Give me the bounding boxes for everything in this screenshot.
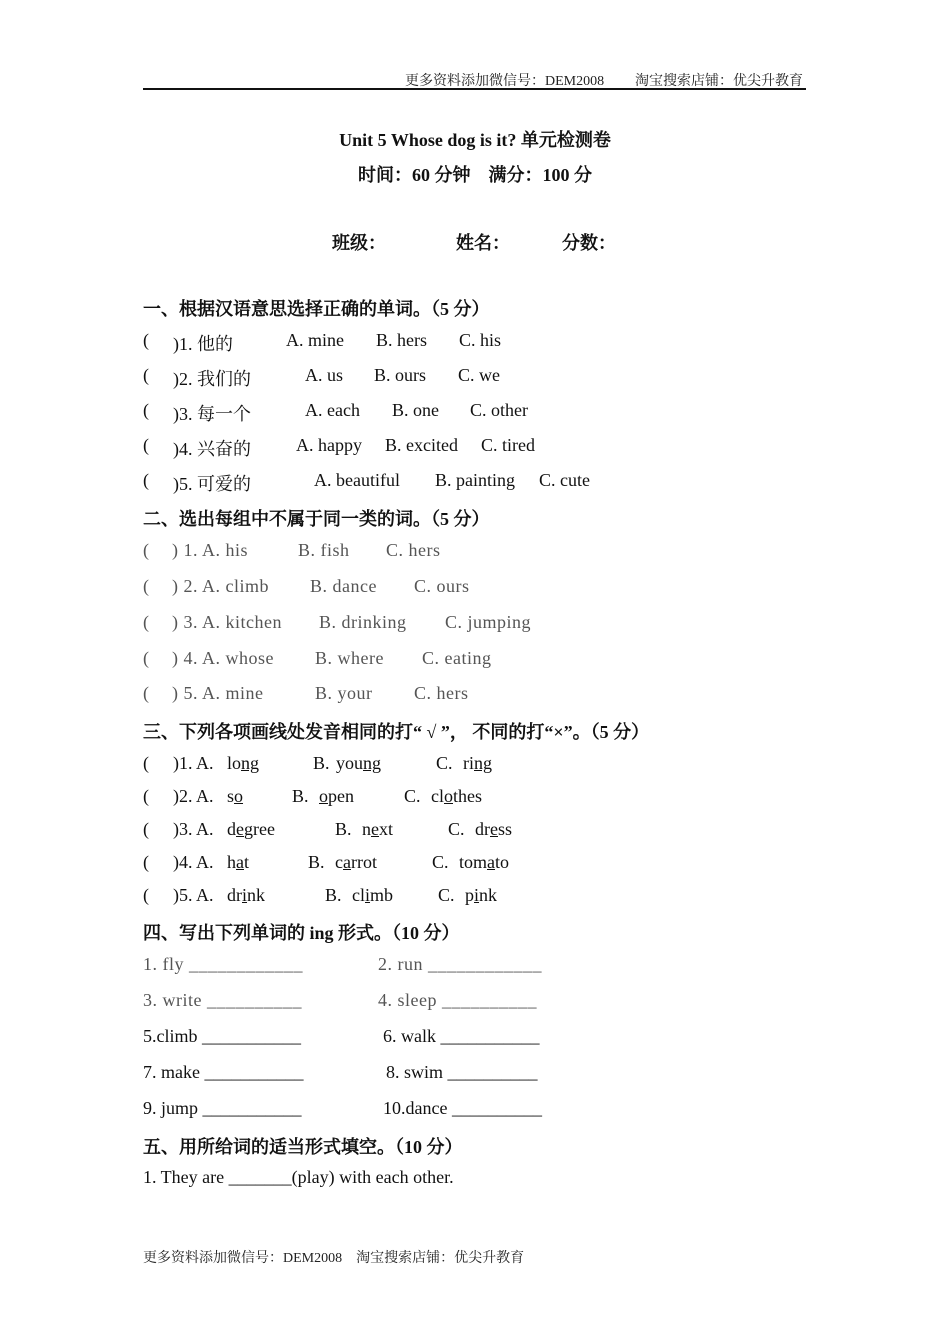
s1-a: A. each <box>305 400 360 420</box>
s1-a: A. us <box>305 365 344 385</box>
s1-b: B. ours <box>374 365 427 385</box>
s1-q: )4. 兴奋的 <box>173 439 251 459</box>
header-wechat: 更多资料添加微信号：DEM2008 <box>405 74 605 89</box>
s3-paren: ( <box>143 786 149 806</box>
s1-q: )1. 他的 <box>173 334 233 354</box>
s3-paren: ( <box>143 753 149 773</box>
s3-q: )1. A. <box>173 753 214 773</box>
s3-paren: ( <box>143 819 149 839</box>
s2-q: ) 2. A. climb <box>172 576 269 596</box>
s3-b-label: B. <box>325 885 342 905</box>
s3-word-c: clothes <box>431 786 482 806</box>
s2-paren: ( <box>143 612 150 632</box>
s3-word-b: climb <box>352 885 394 905</box>
s2-paren: ( <box>143 540 150 560</box>
s1-b: B. one <box>392 400 439 420</box>
s2-paren: ( <box>143 648 150 668</box>
s1-q: )2. 我们的 <box>173 369 251 389</box>
s3-word-c: ring <box>463 753 492 773</box>
header-shop: 淘宝搜索店铺：优尖升教育 <box>635 74 803 89</box>
class-label: 班级： <box>332 233 386 253</box>
section1-heading: 一、根据汉语意思选择正确的单词。（5 分） <box>143 299 490 319</box>
s4-left: 3. write __________ <box>143 990 302 1010</box>
s3-q: )4. A. <box>173 852 214 872</box>
s4-right: 8. swim __________ <box>386 1062 538 1082</box>
s2-c: C. hers <box>386 540 441 560</box>
section5-heading: 五、用所给词的适当形式填空。（10 分） <box>143 1137 463 1157</box>
s3-word-a: so <box>227 786 244 806</box>
s3-b-label: B. <box>308 852 325 872</box>
s1-c: C. tired <box>481 435 535 455</box>
s2-c: C. eating <box>422 648 492 668</box>
s3-paren: ( <box>143 885 149 905</box>
s4-right: 4. sleep __________ <box>378 990 537 1010</box>
s1-paren: ( <box>143 330 149 350</box>
s1-a: A. mine <box>286 330 344 350</box>
s4-left: 7. make ___________ <box>143 1062 304 1082</box>
s1-a: A. beautiful <box>314 470 400 490</box>
s3-word-b: carrot <box>335 852 377 872</box>
s3-word-b: next <box>362 819 394 839</box>
s2-paren: ( <box>143 683 150 703</box>
s2-b: B. your <box>315 683 373 703</box>
page-subtitle: 时间：60 分钟 满分：100 分 <box>358 165 592 185</box>
s3-q: )3. A. <box>173 819 214 839</box>
s1-b: B. excited <box>385 435 458 455</box>
s3-q: )5. A. <box>173 885 214 905</box>
s1-c: C. cute <box>539 470 590 490</box>
s1-paren: ( <box>143 400 149 420</box>
s3-word-c: pink <box>465 885 498 905</box>
s3-c-label: C. <box>448 819 465 839</box>
s1-b: B. hers <box>376 330 427 350</box>
s3-word-a: drink <box>227 885 266 905</box>
section2-heading: 二、选出每组中不属于同一类的词。（5 分） <box>143 509 490 529</box>
score-label: 分数： <box>562 233 616 253</box>
s2-c: C. hers <box>414 683 469 703</box>
s1-b: B. painting <box>435 470 515 490</box>
s1-c: C. his <box>459 330 502 350</box>
s3-b-label: B. <box>335 819 352 839</box>
s2-q: ) 3. A. kitchen <box>172 612 282 632</box>
s2-c: C. ours <box>414 576 470 596</box>
s2-c: C. jumping <box>445 612 532 632</box>
s3-c-label: C. <box>436 753 453 773</box>
s3-q: )2. A. <box>173 786 214 806</box>
s3-paren: ( <box>143 852 149 872</box>
footer-text: 更多资料添加微信号：DEM2008 淘宝搜索店铺：优尖升教育 <box>143 1251 525 1266</box>
s3-word-b: open <box>319 786 354 806</box>
s1-paren: ( <box>143 365 149 385</box>
s2-q: ) 5. A. mine <box>172 683 264 703</box>
name-label: 姓名： <box>456 233 510 253</box>
s3-c-label: C. <box>438 885 455 905</box>
s4-left: 5.climb ___________ <box>143 1026 301 1046</box>
page-title: Unit 5 Whose dog is it? 单元检测卷 <box>339 130 611 150</box>
s1-c: C. other <box>470 400 528 420</box>
s4-right: 6. walk ___________ <box>383 1026 540 1046</box>
s2-b: B. fish <box>298 540 350 560</box>
s4-left: 9. jump ___________ <box>143 1098 302 1118</box>
s3-word-a: long <box>227 753 260 773</box>
s3-b-label: B. <box>292 786 309 806</box>
s1-c: C. we <box>458 365 500 385</box>
s2-q: ) 1. A. his <box>172 540 249 560</box>
s3-c-label: C. <box>404 786 421 806</box>
section4-heading: 四、写出下列单词的 ing 形式。（10 分） <box>143 923 460 943</box>
s3-word-c: dress <box>475 819 513 839</box>
s3-word-a: hat <box>227 852 250 872</box>
s2-b: B. dance <box>310 576 377 596</box>
header-rule <box>143 88 806 90</box>
s5-item: 1. They are _______(play) with each other. <box>143 1167 454 1187</box>
s4-right: 2. run ____________ <box>378 954 542 974</box>
s3-word-a: degree <box>227 819 275 839</box>
s2-b: B. drinking <box>319 612 407 632</box>
s3-word-c: tomato <box>459 852 510 872</box>
s1-q: )5. 可爱的 <box>173 474 251 494</box>
s2-paren: ( <box>143 576 150 596</box>
s4-right: 10.dance __________ <box>383 1098 542 1118</box>
s1-a: A. happy <box>296 435 362 455</box>
s3-word-b: young <box>336 753 381 773</box>
s4-left: 1. fly ____________ <box>143 954 303 974</box>
s1-paren: ( <box>143 470 149 490</box>
s3-b-label: B. <box>313 753 330 773</box>
s2-q: ) 4. A. whose <box>172 648 274 668</box>
s1-paren: ( <box>143 435 149 455</box>
s2-b: B. where <box>315 648 384 668</box>
s1-q: )3. 每一个 <box>173 404 251 424</box>
s3-c-label: C. <box>432 852 449 872</box>
section3-heading: 三、下列各项画线处发音相同的打“ √ ”， 不同的打“×”。（5 分） <box>143 722 650 742</box>
